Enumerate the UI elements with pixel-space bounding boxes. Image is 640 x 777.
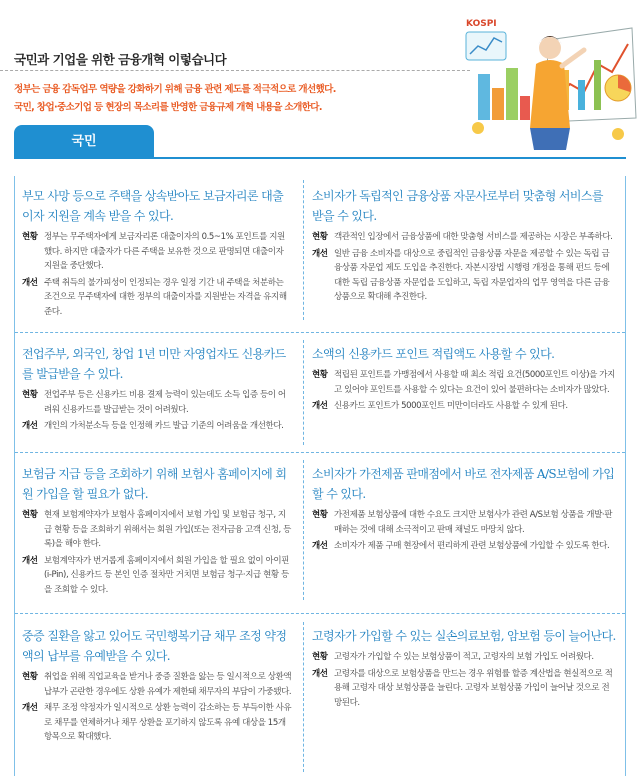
- reform-item: [22, 626, 292, 747]
- current-status: [22, 230, 292, 274]
- improvement: [22, 419, 292, 434]
- improve-label: 개선: [312, 668, 328, 679]
- current-label: 현황: [22, 672, 38, 682]
- reform-item: [312, 464, 617, 556]
- improve-text: 개인의 가처분소득 등을 인정해 카드 발급 기준의 어려움을 개선한다.: [44, 421, 284, 431]
- current-status: [312, 508, 617, 537]
- reform-item: [22, 464, 292, 599]
- kospi-label: KOSPI: [466, 19, 497, 29]
- current-status: [312, 650, 617, 665]
- improvement: [22, 276, 292, 320]
- reform-item: [22, 344, 292, 436]
- reform-item-title: 고령자가 가입할 수 있는 실손의료보험, 암보험 등이 늘어난다.: [312, 629, 616, 643]
- improvement: [312, 399, 617, 414]
- current-label: 현황: [22, 232, 38, 242]
- reform-item-title: 보험금 지급 등을 조회하기 위해 보험사 홈페이지에 회원 가입을 할 필요가 없다.: [22, 467, 287, 501]
- reform-item: [312, 344, 617, 416]
- improvement: [22, 554, 292, 598]
- reform-item-title: 전업주부, 외국인, 창업 1년 미만 자영업자도 신용카드를 발급받을 수 있다.: [22, 347, 286, 381]
- reform-item-title: 소비자가 가전제품 판매점에서 바로 전자제품 A/S보험에 가입할 수 있다.: [312, 467, 615, 501]
- reform-item-title: 중증 질환을 앓고 있어도 국민행복기금 채무 조정 약정액의 납부를 유예받을 수 있다.: [22, 629, 287, 663]
- improvement: [312, 247, 617, 305]
- current-text: 정부는 무주택자에게 보금자리론 대출이자의 0.5~1% 포인트를 지원했다. 하지만 대출자가 다른 주택을 보유한 것으로 판명되면 대출이자 지원을 중단했다.: [44, 232, 285, 271]
- current-text: 현재 보험계약자가 보험사 홈페이지에서 보험 가입 및 보험금 청구, 지급 현황 등을 조회하기 위해서는 회원 가입(또는 전자금융 고객 신청, 등록)을 해야 한다.: [44, 510, 291, 549]
- reform-item: [22, 186, 292, 321]
- improve-text: 고령자를 대상으로 보험상품을 만드는 경우 위험률 할증 계산법을 현실적으로 적용해 고령자 대상 보험상품을 늘린다. 고령자 보험상품 가입이 늘어날 것으로 전망된다.: [334, 668, 613, 708]
- current-status: [22, 508, 292, 552]
- column-divider-1: [303, 180, 304, 320]
- improvement: [312, 539, 617, 554]
- improvement: [22, 701, 292, 745]
- current-text: 전업주부 등은 신용카드 비용 결제 능력이 있는데도 소득 입증 등이 어려워 신용카드를 발급받는 것이 어려웠다.: [44, 390, 286, 415]
- title-divider: [0, 70, 470, 71]
- reform-item: [312, 626, 617, 712]
- improve-label: 개선: [312, 248, 328, 259]
- tab-citizens[interactable]: 국민: [14, 125, 154, 158]
- current-text: 가전제품 보험상품에 대한 수요도 크지만 보험사가 관련 A/S보험 상품을 개발·판매하는 것에 대해 소극적이고 판매 채널도 마땅치 않다.: [334, 510, 613, 535]
- reform-item-title: 소액의 신용카드 포인트 적립액도 사용할 수 있다.: [312, 347, 555, 361]
- current-label: 현황: [22, 510, 38, 520]
- improve-label: 개선: [22, 703, 38, 713]
- improve-label: 개선: [312, 401, 328, 411]
- improve-label: 개선: [312, 541, 328, 551]
- current-status: [22, 670, 292, 699]
- improve-text: 채무 조정 약정자가 일시적으로 상환 능력이 감소하는 등 부득이한 사유로 채무를 연체하거나 채무 상환을 포기하지 않도록 유예 대상을 15개 항목으로 확대했다.: [44, 703, 292, 742]
- improvement: [312, 667, 617, 711]
- row-divider-2: [15, 452, 625, 453]
- reform-item-title: 부모 사망 등으로 주택을 상속받아도 보금자리론 대출이자 지원을 계속 받을 수 있다.: [22, 189, 284, 223]
- current-status: [22, 388, 292, 417]
- current-status: [312, 230, 617, 245]
- improve-text: 주택 취득의 불가피성이 인정되는 경우 일정 기간 내 주택을 처분하는 조건으로 무주택자에 대한 정부의 대출이자를 지원받는 자격을 유지해준다.: [44, 277, 287, 317]
- reform-item: [312, 186, 617, 307]
- improve-text: 신용카드 포인트가 5000포인트 미만이더라도 사용할 수 있게 된다.: [334, 401, 568, 411]
- column-divider-3: [303, 460, 304, 600]
- column-divider-4: [303, 622, 304, 772]
- reform-item-title: 소비자가 독립적인 금융상품 자문사로부터 맞춤형 서비스를 받을 수 있다.: [312, 189, 603, 223]
- current-label: 현황: [312, 232, 328, 242]
- current-label: 현황: [22, 390, 38, 400]
- improve-text: 소비자가 제품 구매 현장에서 편리하게 관련 보험상품에 가입할 수 있도록 한다.: [334, 541, 610, 551]
- current-status: [312, 368, 617, 397]
- improve-text: 보험계약자가 번거롭게 홈페이지에서 회원 가입을 할 필요 없이 아이핀(i-Pin), 신용카드 등 본인 인증 절차만 거치면 보험금 청구·지급 현황 등을 조회할 수 있다.: [44, 555, 289, 595]
- current-text: 객관적인 입장에서 금융상품에 대한 맞춤형 서비스를 제공하는 시장은 부족하다.: [334, 232, 613, 242]
- current-label: 현황: [312, 510, 328, 520]
- current-label: 현황: [312, 652, 328, 662]
- intro-line-2: 국민, 창업·중소기업 등 현장의 목소리를 반영한 금융규제 개혁 내용을 소개한다.: [14, 102, 322, 113]
- improve-label: 개선: [22, 421, 38, 431]
- page-title: 국민과 기업을 위한 금융개혁 이렇습니다: [14, 52, 227, 67]
- section-top-border: [14, 157, 626, 159]
- improve-label: 개선: [22, 555, 38, 566]
- improve-text: 일반 금융 소비자를 대상으로 중립적인 금융상품 자문을 제공할 수 있는 독립 금융상품 자문업 제도 도입을 추진한다. 자본시장법 시행령 개정을 통해 펀드 등에 대한 독립 금융상품 자문업을 도입하고, 독립 자문업자의 업무 영역을 다른 금융상품으로 확대해 추진한다.: [334, 248, 610, 302]
- current-text: 취업을 위해 직업교육을 받거나 중증 질환을 앓는 등 일시적으로 상환액 납부가 곤란한 경우에도 상환 유예가 제한돼 채무자의 부담이 가중됐다.: [44, 672, 292, 697]
- column-divider-2: [303, 340, 304, 445]
- current-text: 고령자가 가입할 수 있는 보험상품이 적고, 고령자의 보험 가입도 어려웠다.: [334, 652, 594, 662]
- row-divider-1: [15, 332, 625, 333]
- intro-line-1: 정부는 금융 감독업무 역량을 강화하기 위해 금융 관련 제도를 적극적으로 개선했다.: [14, 84, 336, 95]
- current-label: 현황: [312, 370, 328, 380]
- improve-label: 개선: [22, 277, 38, 288]
- finance-illustration: [458, 4, 638, 156]
- current-text: 적립된 포인트를 가맹점에서 사용할 때 최소 적립 요건(5000포인트 이상)을 가지고 있어야 포인트를 사용할 수 있다는 요건이 있어 불편하다는 소비자가 많았다.: [334, 370, 615, 395]
- row-divider-3: [15, 613, 625, 614]
